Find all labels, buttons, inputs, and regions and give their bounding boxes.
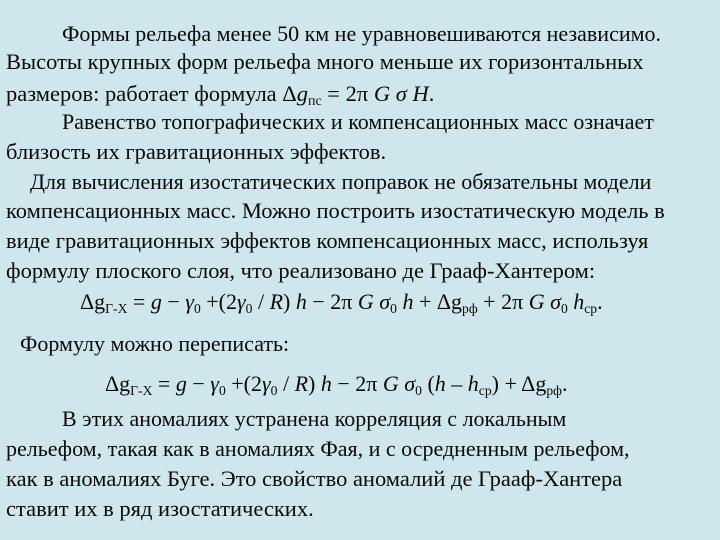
f2-gamma2: γ — [261, 371, 271, 396]
f2-G: G — [382, 371, 399, 396]
f2-k: ( — [421, 371, 435, 396]
text-line-1: Формы рельефа менее 50 км не уравновешиваются независимо. — [62, 21, 662, 46]
f2-i: − 2π — [331, 371, 383, 396]
formula-2 — [105, 370, 567, 397]
f1-h3-sub: ср — [584, 300, 598, 316]
line3-sigma: σ — [395, 81, 407, 106]
f1-a: Δg — [80, 289, 106, 314]
f1-gamma: γ — [185, 289, 194, 314]
f1-l-sub: рф — [462, 300, 478, 316]
f1-i: − 2π — [306, 289, 358, 314]
text-line-12: рельефом, такая как в аномалиях Фая, и с осредненным рельефом, — [6, 436, 630, 461]
line3-eq: = 2π — [321, 81, 374, 106]
f2-h2: h — [434, 371, 446, 396]
f1-g: g — [150, 289, 162, 314]
line3-prefix: размеров: работает формула Δ — [6, 81, 297, 106]
text-line-13: как в аномалиях Буге. Это свойство аномалий де Грааф-Хантера — [6, 466, 623, 491]
text-line-11: В этих аномалиях устранена корреляция с локальным — [62, 406, 567, 431]
line3-H: H — [412, 81, 429, 106]
text-line-9: формулу плоского слоя, что реализовано де Грааф-Хантером: — [6, 258, 596, 283]
f1-gamma2-sub: 0 — [245, 300, 253, 316]
f2-sigma-sub: 0 — [415, 382, 422, 398]
f1-R: R — [269, 289, 284, 314]
f2-m-sub: рф — [546, 382, 562, 398]
f1-m: + 2π — [477, 289, 529, 314]
f1-h: h — [295, 289, 307, 314]
f1-a-sub: Г-Х — [105, 300, 128, 316]
f2-sigma: σ — [404, 371, 416, 396]
f1-h2: h — [402, 289, 414, 314]
f2-gamma-sub: 0 — [218, 382, 226, 398]
text-line-8: виде гравитационных эффектов компенсационных масс, используя — [6, 228, 649, 253]
f1-e: / — [252, 289, 270, 314]
formula-1 — [80, 288, 603, 315]
f2-h: h — [320, 371, 332, 396]
f1-G2: G — [528, 289, 545, 314]
text-line-3 — [6, 80, 434, 107]
text-line-10: Формулу можно переписать: — [20, 331, 290, 356]
f2-l: – — [445, 371, 468, 396]
f1-sigma-sub: 0 — [390, 300, 397, 316]
f2-gamma2-sub: 0 — [270, 382, 278, 398]
f1-G: G — [357, 289, 374, 314]
f1-c: − — [161, 289, 186, 314]
f1-sigma2: σ — [550, 289, 561, 314]
text-line-2: Высоты крупных форм рельефа много меньше их горизонтальных — [6, 49, 644, 74]
text-line-14: ставит их в ряд изостатических. — [6, 496, 314, 521]
line3-sub: пс — [308, 93, 322, 109]
f2-h3: h — [467, 371, 479, 396]
f2-b: = — [152, 371, 176, 396]
f2-a-sub: Г-Х — [130, 382, 153, 398]
f2-gamma: γ — [210, 371, 219, 396]
f1-gamma-sub: 0 — [193, 300, 201, 316]
line3-G: G — [373, 81, 391, 106]
f2-p: . — [561, 371, 568, 396]
f2-h3-sub: ср — [478, 382, 492, 398]
line3-g: g — [296, 81, 309, 106]
line3-dot: . — [428, 81, 435, 106]
text-line-5: близость их гравитационных эффектов. — [6, 139, 387, 164]
f1-l: + Δg — [413, 289, 463, 314]
text-line-7: компенсационных масс. Можно построить изостатическую модель в — [6, 198, 665, 223]
f2-a: Δg — [105, 371, 131, 396]
f1-h3: h — [573, 289, 585, 314]
f2-e: / — [277, 371, 295, 396]
f2-d: +(2 — [225, 371, 262, 396]
f1-gamma2: γ — [236, 289, 246, 314]
text-line-6: Для вычисления изостатических поправок не обязательны модели — [30, 169, 652, 194]
f1-d: +(2 — [200, 289, 237, 314]
f2-c: − — [186, 371, 211, 396]
f1-f: ) — [283, 289, 296, 314]
f1-b: = — [127, 289, 151, 314]
f1-p: . — [597, 289, 603, 314]
text-line-4: Равенство топографических и компенсационных масс означает — [62, 109, 654, 134]
f1-sigma2-sub: 0 — [560, 300, 568, 316]
f2-g: g — [175, 371, 187, 396]
f1-sigma: σ — [379, 289, 391, 314]
f2-f: ) — [308, 371, 321, 396]
f2-m: ) + Δg — [491, 371, 547, 396]
f2-R: R — [294, 371, 309, 396]
